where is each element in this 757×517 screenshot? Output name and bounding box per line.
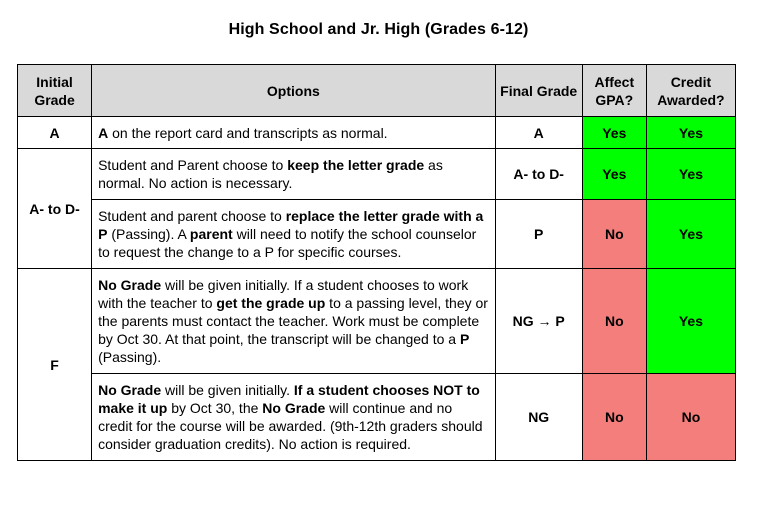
initial-grade-cell: F — [18, 269, 92, 461]
affect-gpa-cell: No — [582, 200, 646, 269]
credit-awarded-cell: No — [646, 374, 735, 461]
option-text-bold: If a student chooses NOT to make it up — [98, 382, 480, 416]
affect-gpa-cell: Yes — [582, 117, 646, 149]
option-text-bold: get the grade up — [216, 295, 326, 311]
header-final-grade: Final Grade — [495, 65, 582, 117]
option-text-bold: No Grade — [262, 400, 326, 416]
header-initial-grade: Initial Grade — [18, 65, 92, 117]
option-text-bold: parent — [189, 226, 233, 242]
option-text: on the report card and transcripts as normal. — [108, 124, 388, 141]
table-row — [18, 269, 736, 374]
option-text-bold: P — [459, 331, 470, 347]
option-text-bold: replace the letter grade with a P — [98, 208, 484, 242]
option-text-bold: No Grade — [98, 382, 162, 398]
option-text: Student and parent choose to — [98, 208, 286, 224]
credit-awarded-cell: Yes — [646, 149, 735, 200]
options-cell — [92, 117, 496, 149]
option-text: will continue and no credit for the course will be awarded. (9th-12th graders should consider graduation credits). No action is required. — [98, 400, 483, 452]
options-cell — [92, 269, 496, 374]
table-row — [18, 374, 736, 461]
options-cell — [92, 200, 496, 269]
table-header-row — [18, 65, 736, 117]
final-grade-cell: NG — [495, 374, 582, 461]
final-grade-cell: P — [495, 200, 582, 269]
page-title: High School and Jr. High (Grades 6-12) — [228, 21, 529, 38]
option-text: to a passing level, they or the parents must contact the teacher. Work must be complete by Oct 30. At that point, the transcript will be changed to a — [98, 295, 488, 347]
initial-grade-cell: A- to D- — [18, 149, 92, 269]
credit-awarded-cell: Yes — [646, 117, 735, 149]
option-text: will be given initially. If a student chooses to work with the teacher to — [98, 277, 469, 311]
option-text: will need to notify the school counselor to request the change to a P for specific courses. — [98, 226, 477, 260]
credit-awarded-cell: Yes — [646, 269, 735, 374]
grade-options-table — [17, 64, 736, 461]
option-text-bold: A — [98, 124, 109, 141]
options-cell — [92, 149, 496, 200]
final-grade-cell: NG → P — [495, 269, 582, 374]
affect-gpa-cell: Yes — [582, 149, 646, 200]
affect-gpa-cell: No — [582, 269, 646, 374]
option-text: will be given initially. — [161, 382, 294, 398]
credit-awarded-cell: Yes — [646, 200, 735, 269]
options-cell — [92, 374, 496, 461]
affect-gpa-cell: No — [582, 374, 646, 461]
option-text: (Passing). — [98, 349, 162, 365]
header-credit-awarded: Credit Awarded? — [646, 65, 735, 117]
table-row — [18, 200, 736, 269]
option-text: by Oct 30, the — [167, 400, 263, 416]
option-text-bold: keep the letter grade — [287, 157, 425, 173]
option-text: Student and Parent choose to — [98, 157, 288, 173]
final-grade-cell: A — [495, 117, 582, 149]
option-text-bold: No Grade — [98, 277, 162, 293]
table-row — [18, 149, 736, 200]
option-text: as normal. No action is necessary. — [98, 157, 443, 191]
option-text: (Passing). A — [107, 226, 190, 242]
initial-grade-cell: A — [18, 117, 92, 149]
table-row — [18, 117, 736, 149]
final-grade-cell: A- to D- — [495, 149, 582, 200]
header-options: Options — [92, 65, 496, 117]
header-affect-gpa: Affect GPA? — [582, 65, 646, 117]
